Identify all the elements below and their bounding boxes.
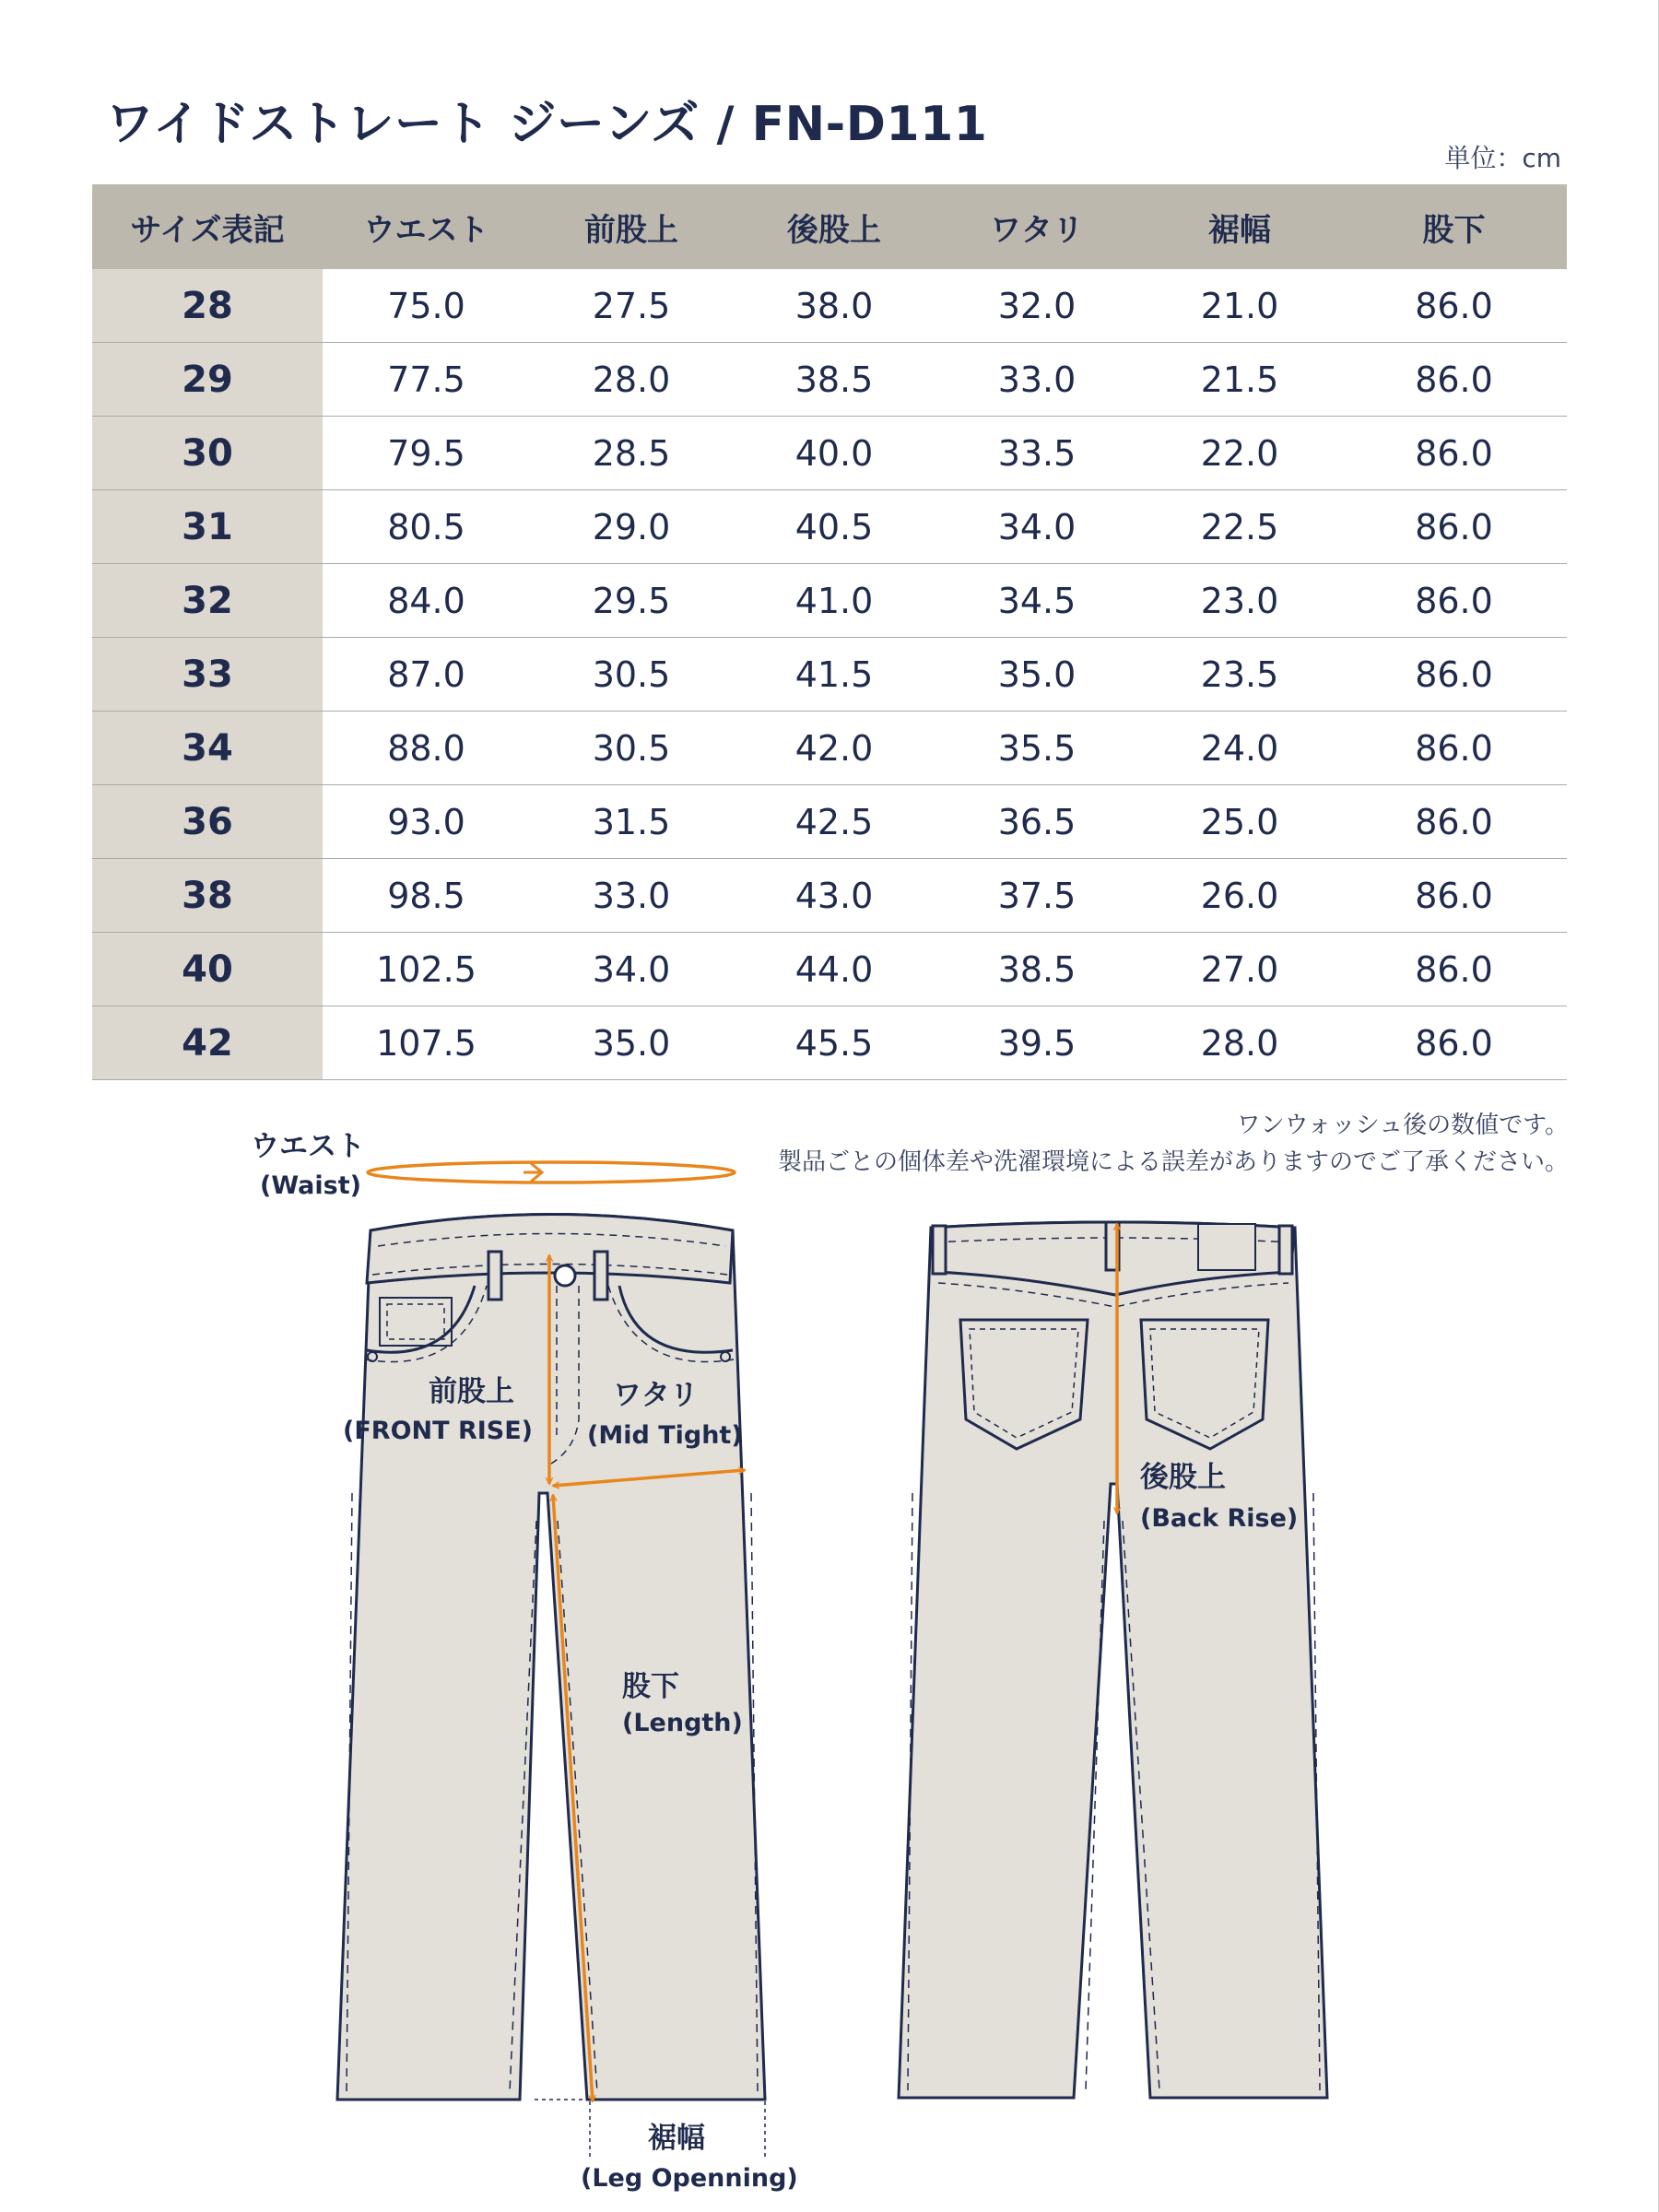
page-title: ワイドストレート ジーンズ / FN-D111 <box>106 97 988 152</box>
size-cell: 38 <box>92 859 323 933</box>
label-front-rise-jp: 前股上 <box>429 1375 514 1408</box>
measurement-cell: 40.0 <box>733 417 935 490</box>
measurement-cell: 84.0 <box>323 564 530 638</box>
table-row <box>92 343 1567 417</box>
table-row <box>92 269 1567 343</box>
measurement-cell: 34.5 <box>935 564 1138 638</box>
size-cell: 31 <box>92 490 323 564</box>
table-row <box>92 1006 1567 1080</box>
measurement-cell: 79.5 <box>323 417 530 490</box>
measurement-cell: 22.5 <box>1138 490 1341 564</box>
measurement-cell: 77.5 <box>323 343 530 417</box>
measurement-cell: 26.0 <box>1138 859 1341 933</box>
table-header-row <box>92 184 1567 269</box>
measurement-cell: 102.5 <box>323 933 530 1006</box>
measurement-cell: 29.0 <box>530 490 733 564</box>
measurement-cell: 32.0 <box>935 269 1138 343</box>
back-jeans-illustration <box>899 1222 1327 2098</box>
label-mid-thigh-jp: ワタリ <box>613 1379 699 1412</box>
leather-patch <box>1198 1224 1255 1270</box>
measurement-cell: 29.5 <box>530 564 733 638</box>
measurement-cell: 27.0 <box>1138 933 1341 1006</box>
header-size: サイズ表記 <box>92 184 323 269</box>
measurement-cell: 34.0 <box>530 933 733 1006</box>
back-belt-loop-left <box>933 1226 946 1274</box>
header-length: 股下 <box>1341 184 1567 269</box>
measurement-cell: 30.5 <box>530 712 733 785</box>
waist-arrow <box>368 1162 735 1182</box>
header-waist: ウエスト <box>323 184 530 269</box>
size-cell: 34 <box>92 712 323 785</box>
jeans-diagram <box>0 1088 1659 2212</box>
header-leg-opening: 裾幅 <box>1138 184 1341 269</box>
measurement-cell: 34.0 <box>935 490 1138 564</box>
table-row <box>92 417 1567 490</box>
measurement-cell: 86.0 <box>1341 490 1567 564</box>
measurement-cell: 86.0 <box>1341 785 1567 859</box>
measurement-cell: 86.0 <box>1341 343 1567 417</box>
measurement-cell: 35.5 <box>935 712 1138 785</box>
front-jeans-body <box>337 1215 765 2100</box>
measurement-cell: 86.0 <box>1341 269 1567 343</box>
back-belt-loop-right <box>1279 1226 1292 1274</box>
measurement-cell: 98.5 <box>323 859 530 933</box>
measurement-cell: 41.5 <box>733 638 935 712</box>
measurement-cell: 23.5 <box>1138 638 1341 712</box>
measurement-cell: 30.5 <box>530 638 733 712</box>
table-row <box>92 712 1567 785</box>
measurement-cell: 43.0 <box>733 859 935 933</box>
note-variance: 製品ごとの個体差や洗濯環境による誤差がありますのでご了承ください。 <box>777 1148 1569 1176</box>
table-row <box>92 490 1567 564</box>
size-table <box>92 184 1567 1080</box>
front-button <box>555 1265 575 1286</box>
measurement-cell: 21.0 <box>1138 269 1341 343</box>
label-back-rise-jp: 後股上 <box>1140 1461 1226 1494</box>
label-waist-jp: ウエスト <box>251 1130 365 1163</box>
measurement-cell: 38.5 <box>733 343 935 417</box>
measurement-cell: 33.0 <box>935 343 1138 417</box>
measurement-cell: 39.5 <box>935 1006 1138 1080</box>
label-leg-opening-jp: 裾幅 <box>648 2122 705 2155</box>
size-cell: 40 <box>92 933 323 1006</box>
belt-loop-right <box>594 1252 607 1300</box>
size-cell: 28 <box>92 269 323 343</box>
measurement-cell: 37.5 <box>935 859 1138 933</box>
measurement-cell: 86.0 <box>1341 933 1567 1006</box>
measurement-cell: 86.0 <box>1341 564 1567 638</box>
measurement-cell: 45.5 <box>733 1006 935 1080</box>
measurement-cell: 28.0 <box>530 343 733 417</box>
measurement-cell: 42.5 <box>733 785 935 859</box>
measurement-cell: 25.0 <box>1138 785 1341 859</box>
measurement-cell: 41.0 <box>733 564 935 638</box>
table-row <box>92 933 1567 1006</box>
label-leg-opening-en: (Leg Openning) <box>581 2164 798 2193</box>
measurement-cell: 42.0 <box>733 712 935 785</box>
measurement-cell: 88.0 <box>323 712 530 785</box>
measurement-cell: 44.0 <box>733 933 935 1006</box>
measurement-cell: 28.5 <box>530 417 733 490</box>
label-back-rise-en: (Back Rise) <box>1140 1504 1299 1533</box>
unit-label: 単位：cm <box>1444 143 1561 173</box>
label-length-jp: 股下 <box>622 1670 679 1703</box>
measurement-cell: 36.5 <box>935 785 1138 859</box>
size-cell: 30 <box>92 417 323 490</box>
measurement-cell: 23.0 <box>1138 564 1341 638</box>
measurement-cell: 107.5 <box>323 1006 530 1080</box>
measurement-cell: 93.0 <box>323 785 530 859</box>
measurement-cell: 28.0 <box>1138 1006 1341 1080</box>
measurement-cell: 22.0 <box>1138 417 1341 490</box>
measurement-cell: 86.0 <box>1341 638 1567 712</box>
front-jeans-illustration <box>337 1215 765 2100</box>
size-cell: 42 <box>92 1006 323 1080</box>
measurement-cell: 33.5 <box>935 417 1138 490</box>
measurement-cell: 86.0 <box>1341 417 1567 490</box>
measurement-cell: 35.0 <box>935 638 1138 712</box>
header-back-rise: 後股上 <box>733 184 935 269</box>
measurement-cell: 33.0 <box>530 859 733 933</box>
measurement-cell: 75.0 <box>323 269 530 343</box>
belt-loop-left <box>488 1252 501 1300</box>
label-front-rise-en: (FRONT RISE) <box>343 1417 534 1445</box>
measurement-cell: 27.5 <box>530 269 733 343</box>
size-cell: 29 <box>92 343 323 417</box>
size-cell: 36 <box>92 785 323 859</box>
measurement-cell: 86.0 <box>1341 712 1567 785</box>
measurement-cell: 38.0 <box>733 269 935 343</box>
note-wash: ワンウォッシュ後の数値です。 <box>1236 1112 1569 1139</box>
measurement-cell: 35.0 <box>530 1006 733 1080</box>
measurement-cell: 87.0 <box>323 638 530 712</box>
size-cell: 33 <box>92 638 323 712</box>
table-row <box>92 638 1567 712</box>
measurement-cell: 21.5 <box>1138 343 1341 417</box>
measurement-cell: 86.0 <box>1341 1006 1567 1080</box>
table-row <box>92 859 1567 933</box>
measurement-cell: 24.0 <box>1138 712 1341 785</box>
measurement-cell: 40.5 <box>733 490 935 564</box>
measurement-cell: 38.5 <box>935 933 1138 1006</box>
label-length-en: (Length) <box>622 1709 743 1737</box>
measurement-cell: 31.5 <box>530 785 733 859</box>
table-row <box>92 785 1567 859</box>
measurement-cell: 86.0 <box>1341 859 1567 933</box>
label-waist-en: (Waist) <box>260 1171 361 1200</box>
size-cell: 32 <box>92 564 323 638</box>
table-row <box>92 564 1567 638</box>
header-mid-thigh: ワタリ <box>935 184 1138 269</box>
measurement-cell: 80.5 <box>323 490 530 564</box>
label-mid-thigh-en: (Mid Tight) <box>587 1421 743 1450</box>
header-front-rise: 前股上 <box>530 184 733 269</box>
